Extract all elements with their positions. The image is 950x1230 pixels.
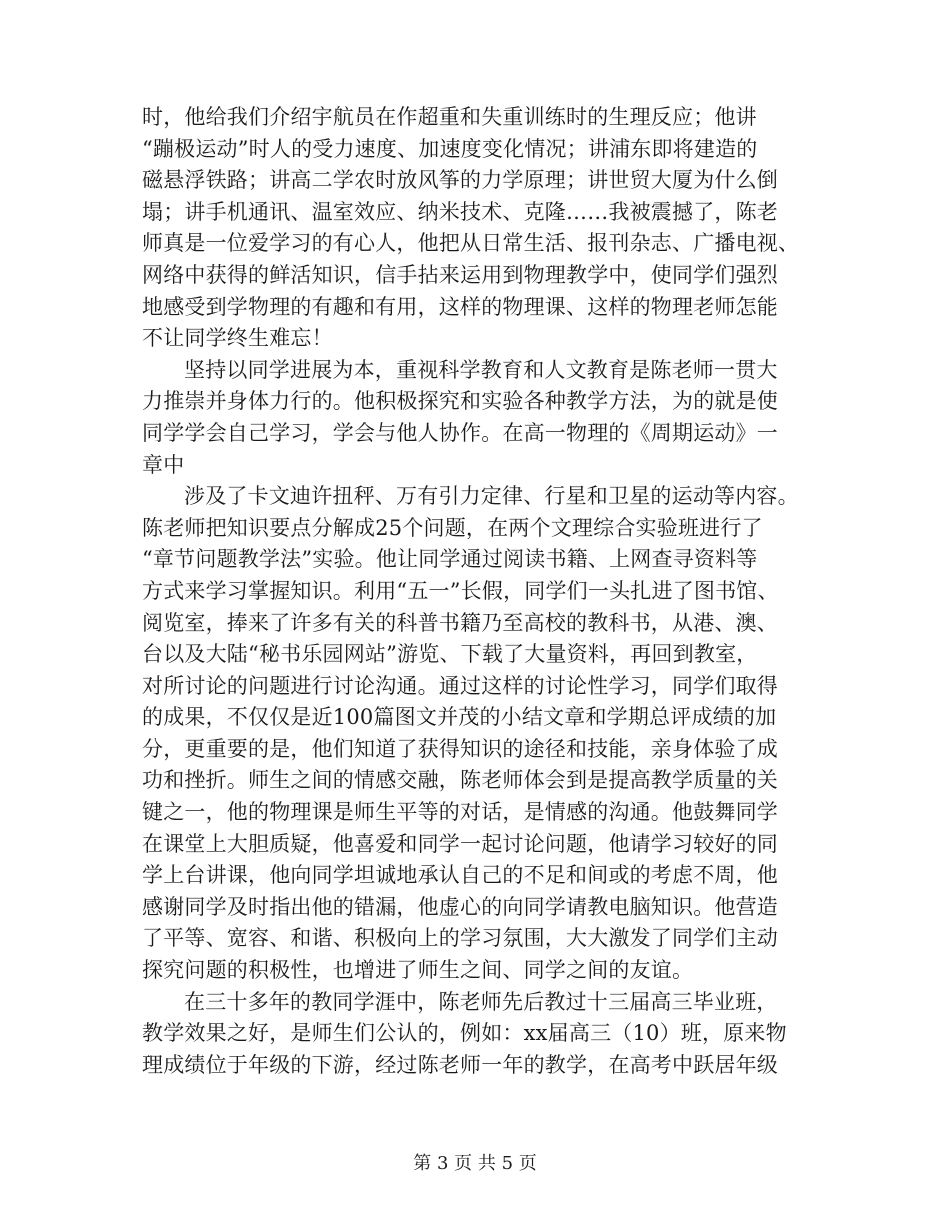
text-line: 学上台讲课，他向同学坦诚地承认自己的不足和间或的考虑不周，他 — [142, 863, 778, 888]
text-line: 同学学会自己学习，学会与他人协作。在高一物理的《周期运动》一 — [142, 420, 778, 445]
text-line: 台以及大陆“秘书乐园网站”游览、下载了大量资料，再回到教室， — [142, 642, 758, 667]
text-line: 陈老师把知识要点分解成25个问题，在两个文理综合实验班进行了 — [142, 515, 763, 540]
text-line: “章节问题教学法”实验。他让同学通过阅读书籍、上网查寻资料等 — [142, 547, 758, 572]
text-line: 不让同学终生难忘！ — [142, 326, 333, 351]
paragraph-first-line: 在三十多年的教同学涯中，陈老师先后教过十三届高三毕业班， — [184, 989, 778, 1014]
text-line: 在课堂上大胆质疑，他喜爱和同学一起讨论问题，他请学习较好的同 — [142, 831, 778, 856]
text-line: 理成绩位于年级的下游，经过陈老师一年的教学，在高考中跃居年级 — [142, 1052, 778, 1077]
document-body — [142, 102, 822, 1081]
text-line: “蹦极运动”时人的受力速度、加速度变化情况；讲浦东即将建造的 — [142, 136, 758, 161]
text-line: 力推崇并身体力行的。他积极探究和实验各种教学方法，为的就是使 — [142, 389, 778, 414]
text-line: 塌；讲手机通讯、温室效应、纳米技术、克隆……我被震撼了，陈老 — [142, 199, 778, 224]
text-line: 功和挫折。师生之间的情感交融，陈老师体会到是提高教学质量的关 — [142, 768, 778, 793]
text-line: 网络中获得的鲜活知识，信手拈来运用到物理教学中，使同学们强烈 — [142, 262, 778, 287]
text-line: 对所讨论的问题进行讨论沟通。通过这样的讨论性学习，同学们取得 — [142, 673, 778, 698]
text-line: 时，他给我们介绍宇航员在作超重和失重训练时的生理反应；他讲 — [142, 105, 757, 129]
text-line: 磁悬浮铁路；讲高二学农时放风筝的力学原理；讲世贸大厦为什么倒 — [142, 168, 778, 193]
text-line: 的成果，不仅仅是近100篇图文并茂的小结文章和学期总评成绩的加 — [142, 705, 777, 730]
text-line: 感谢同学及时指出他的错漏，他虚心的向同学请教电脑知识。他营造 — [142, 894, 778, 919]
paragraph-first-line: 坚持以同学进展为本，重视科学教育和人文教育是陈老师一贯大 — [184, 357, 778, 382]
text-line: 键之一，他的物理课是师生平等的对话，是情感的沟通。他鼓舞同学 — [142, 800, 778, 825]
text-line: 探究问题的积极性，也增进了师生之间、同学之间的友谊。 — [142, 958, 694, 983]
text-line: 阅览室，捧来了许多有关的科普书籍乃至高校的教科书，从港、澳、 — [142, 610, 778, 635]
paragraph-first-line: 涉及了卡文迪许扭秤、万有引力定律、行星和卫星的运动等内容。 — [184, 484, 799, 509]
page-footer: 第 3 页 共 5 页 — [413, 1153, 537, 1174]
text-line: 师真是一位爱学习的有心人，他把从日常生活、报刊杂志、广播电视、 — [142, 231, 800, 256]
text-line: 分，更重要的是，他们知道了获得知识的途径和技能，亲身体验了成 — [142, 736, 778, 761]
text-line: 了平等、宽容、和谐、积极向上的学习氛围，大大激发了同学们主动 — [142, 926, 778, 951]
text-line: 教学效果之好，是师生们公认的，例如：xx届高三（10）班，原来物 — [142, 1021, 787, 1046]
text-line: 章中 — [142, 452, 185, 477]
text-line: 方式来学习掌握知识。利用“五一”长假，同学们一头扎进了图书馆、 — [142, 578, 779, 603]
text-line: 地感受到学物理的有趣和有用，这样的物理课、这样的物理老师怎能 — [142, 294, 778, 319]
